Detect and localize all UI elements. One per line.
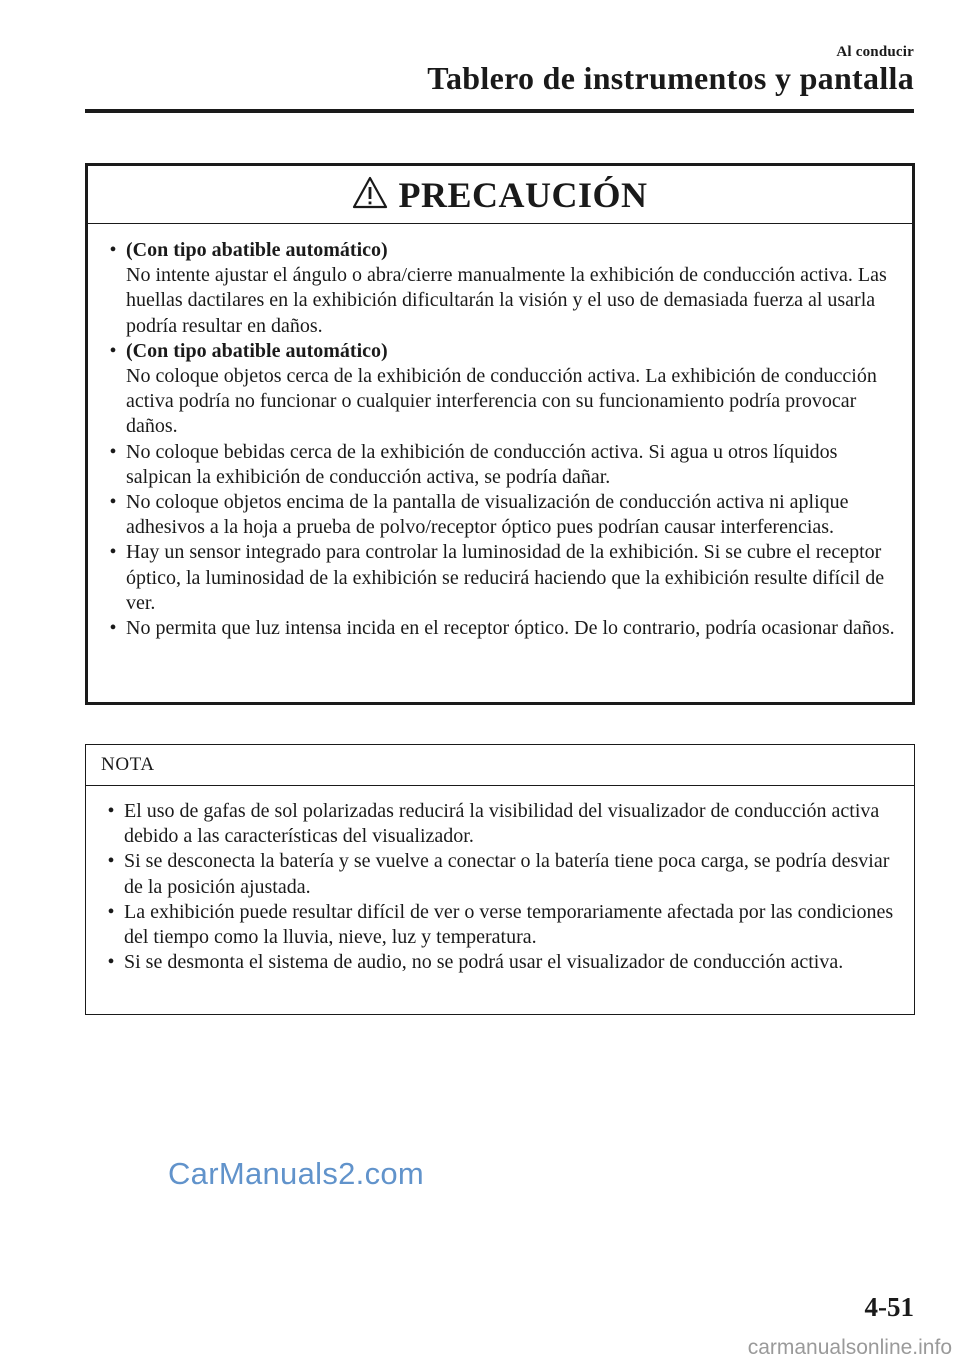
item-text: No coloque objetos cerca de la exhibición de conducción activa. La exhibición de conducción activa podría no funcionar o cualquier interferencia con su funcionamiento podría provocar daños. bbox=[126, 365, 877, 438]
page-number: 4-51 bbox=[864, 1292, 914, 1322]
watermark-logo: CarManuals2.com bbox=[168, 1156, 425, 1191]
footer-url: carmanualsonline.info bbox=[747, 1336, 952, 1359]
item-heading: (Con tipo abatible automático) bbox=[126, 339, 388, 362]
bullet: • bbox=[107, 900, 115, 923]
item-text: Si se desmonta el sistema de audio, no se podrá usar el visualizador de conducción activa. bbox=[124, 951, 844, 974]
bullet: • bbox=[109, 491, 117, 514]
bullet: • bbox=[109, 239, 117, 261]
note-item bbox=[107, 849, 904, 899]
note-item bbox=[107, 950, 904, 975]
bullet: • bbox=[109, 339, 117, 362]
note-item bbox=[107, 799, 904, 849]
note-box bbox=[85, 744, 915, 1015]
warning-triangle-icon bbox=[352, 176, 388, 209]
item-text: No intente ajustar el ángulo o abra/cierre manualmente la exhibición de conducción activa. Las huellas dactilares en la exhibición dificultarán la visión y el uso de demasiada fuerza al usarla podría resultar en daños. bbox=[126, 264, 887, 337]
item-text: El uso de gafas de sol polarizadas reducirá la visibilidad del visualizador de conducción activa debido a las características del visualizador. bbox=[124, 800, 880, 848]
item-text: Si se desconecta la batería y se vuelve a conectar o la batería tiene poca carga, se podría desviar de la posición ajustada. bbox=[124, 850, 890, 898]
caution-item bbox=[109, 616, 902, 641]
item-heading: (Con tipo abatible automático) bbox=[126, 239, 388, 261]
note-item bbox=[107, 900, 904, 950]
caution-header bbox=[88, 166, 912, 224]
bullet: • bbox=[109, 440, 117, 463]
header-divider bbox=[85, 109, 914, 113]
caution-item bbox=[109, 339, 902, 440]
item-text: No coloque objetos encima de la pantalla de visualización de conducción activa ni aplique adhesivos a la hoja a prueba de polvo/receptor óptico pues podrían causar interferencias. bbox=[126, 491, 849, 539]
page-title: Tablero de instrumentos y pantalla bbox=[427, 60, 914, 96]
bullet: • bbox=[109, 617, 117, 640]
section-name: Al conducir bbox=[836, 44, 914, 60]
caution-box bbox=[85, 163, 915, 705]
item-text: La exhibición puede resultar difícil de ver o verse temporariamente afectada por las condiciones del tiempo como la lluvia, nieve, luz y temperatura. bbox=[124, 900, 894, 949]
bullet: • bbox=[107, 951, 115, 974]
item-text: No coloque bebidas cerca de la exhibición de conducción activa. Si agua u otros líquidos salpican la exhibición de conducción activa, se podría dañar. bbox=[126, 440, 838, 488]
bullet: • bbox=[107, 850, 115, 873]
caution-item bbox=[109, 540, 902, 616]
caution-list bbox=[88, 224, 912, 641]
caution-title: PRECAUCIÓN bbox=[398, 174, 648, 215]
item-text: Hay un sensor integrado para controlar la luminosidad de la exhibición. Si se cubre el receptor óptico, la luminosidad de la exhibición se reducirá haciendo que la exhibición resulte difícil de ver. bbox=[126, 541, 885, 614]
bullet: • bbox=[109, 541, 117, 564]
caution-item bbox=[109, 238, 902, 339]
note-list bbox=[86, 786, 914, 975]
item-text: No permita que luz intensa incida en el receptor óptico. De lo contrario, podría ocasionar daños. bbox=[126, 617, 895, 640]
caution-item bbox=[109, 440, 902, 490]
caution-item bbox=[109, 490, 902, 540]
bullet: • bbox=[107, 800, 115, 822]
note-title: NOTA bbox=[86, 745, 914, 786]
